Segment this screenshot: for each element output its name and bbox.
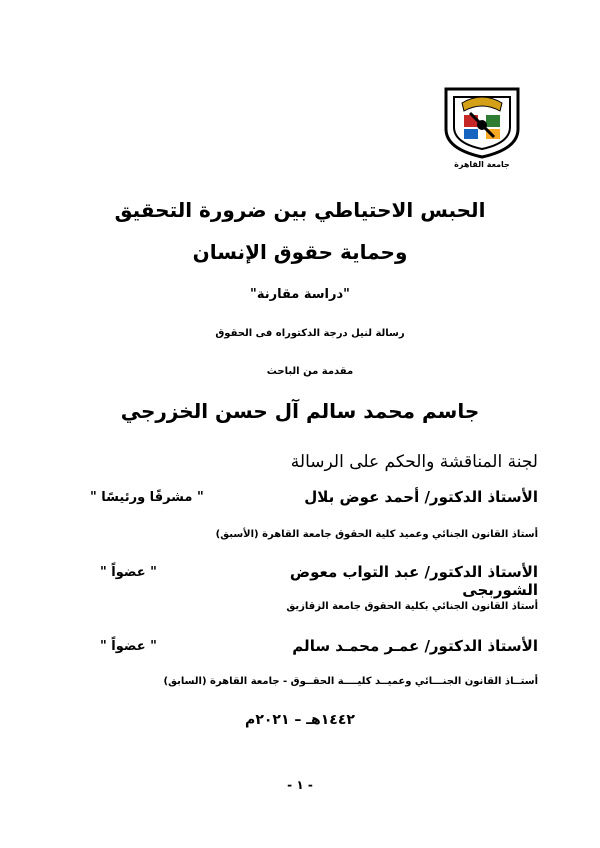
thesis-subtitle: "دراسة مقارنة": [250, 287, 350, 302]
member-3-name: الأستاذ الدكتور/ عمـر محمـد سالم: [292, 637, 538, 655]
thesis-title-line2: وحماية حقوق الإنسان: [192, 240, 408, 264]
page-number: - ١ -: [287, 778, 313, 792]
logo-caption: جامعة القاهرة: [454, 160, 510, 169]
member-2-name: الأستاذ الدكتور/ عبد التواب معوض الشوربجى: [289, 563, 538, 599]
member-3-desc: أستــاذ القانون الجنـــائي وعميــد كليــــة الحقــوق - جامعة القاهرة (السابق): [163, 676, 538, 687]
member-1-name: الأستاذ الدكتور/ أحمد عوض بلال: [304, 488, 538, 506]
presented-by-label: مقدمة من الباحث: [266, 366, 354, 377]
degree-statement: رسالة لنيل درجة الدكتوراه فى الحقوق: [215, 328, 405, 339]
committee-heading: لجنة المناقشة والحكم على الرسالة: [290, 452, 538, 472]
member-2-role: " عضواً ": [100, 565, 157, 580]
researcher-name: جاسم محمد سالم آل حسن الخزرجي: [120, 399, 480, 423]
member-1-desc: أستاذ القانون الجنائي وعميد كلية الحقوق جامعة القاهرة (الأسبق): [215, 529, 538, 540]
member-1-role: " مشرفًا ورئيسًا ": [90, 490, 204, 505]
date: ١٤٤٢هـ – ٢٠٢١م: [245, 712, 355, 728]
thesis-title-line1: الحبس الاحتياطي بين ضرورة التحقيق: [114, 198, 486, 222]
member-3-role: " عضواً ": [100, 639, 157, 654]
member-2-desc: أستاذ القانون الجنائي بكلية الحقوق جامعة الزقازيق: [286, 601, 538, 612]
